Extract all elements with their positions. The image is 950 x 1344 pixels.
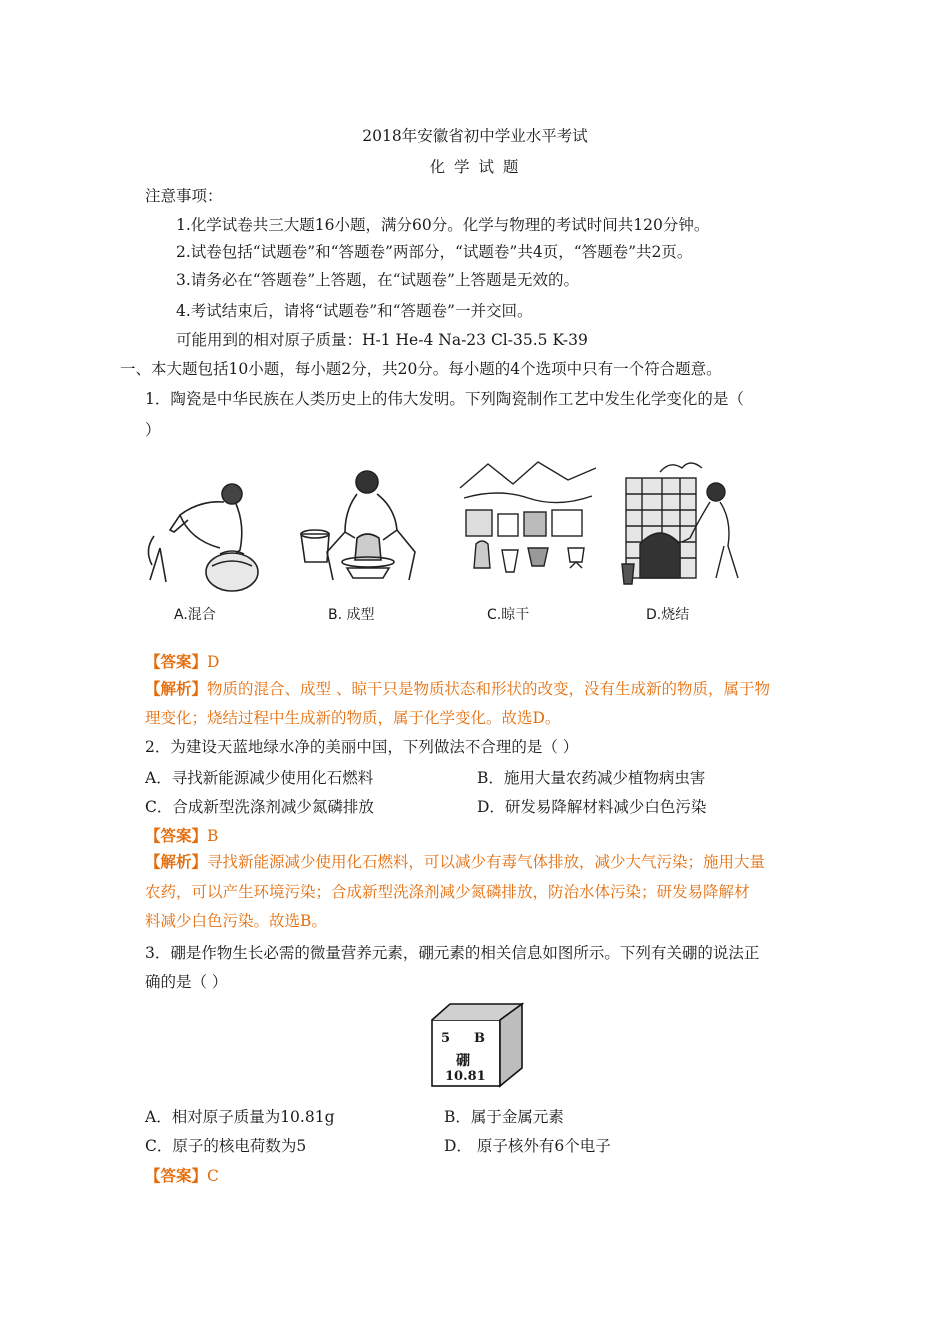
- atomic-mass-note: 可能用到的相对原子质量：H-1 He-4 Na-23 Cl-35.5 K-39: [176, 331, 588, 349]
- q3-answer: [145, 1166, 219, 1186]
- q1-option-d-label: D.烧结: [646, 607, 690, 623]
- shaping-illustration: [297, 460, 432, 590]
- notice-item-1: 1.化学试卷共三大题16小题，满分60分。化学与物理的考试时间共120分钟。: [176, 216, 710, 234]
- mixing-illustration: [140, 470, 280, 595]
- q2-option-a: A．寻找新能源减少使用化石燃料: [145, 769, 374, 787]
- q1-answer: [145, 652, 219, 672]
- q2-option-b: B．施用大量农药减少植物病虫害: [477, 769, 706, 787]
- answer-tag: 【答案】: [145, 826, 208, 845]
- q1-option-b-label: B. 成型: [328, 607, 375, 623]
- notice-item-3: 3.请务必在“答题卷”上答题，在“试题卷”上答题是无效的。: [176, 271, 579, 289]
- analysis-text: 寻找新能源减少使用化石燃料，可以减少有毒气体排放，减少大气污染；施用大量: [207, 853, 766, 871]
- element-symbol: B: [474, 1031, 485, 1046]
- q1-option-a-label: A.混合: [174, 607, 216, 623]
- q2-option-c: C．合成新型洗涤剂减少氮磷排放: [145, 798, 374, 816]
- q3-option-d: D． 原子核外有6个电子: [444, 1137, 611, 1155]
- drying-illustration: [458, 458, 598, 588]
- q3-option-b: B．属于金属元素: [444, 1108, 564, 1126]
- q2-stem: 2．为建设天蓝地绿水净的美丽中国，下列做法不合理的是（ ）: [145, 738, 579, 756]
- answer-value: D: [207, 653, 220, 671]
- notice-item-2: 2.试卷包括“试题卷”和“答题卷”两部分，“试题卷”共4页，“答题卷”共2页。: [176, 243, 693, 261]
- answer-value: B: [207, 827, 219, 845]
- section-heading: 一、本大题包括10小题，每小题2分，共20分。每小题的4个选项中只有一个符合题意。: [120, 360, 722, 378]
- q2-analysis-cont-1: 农药，可以产生环境污染；合成新型洗涤剂减少氮磷排放，防治水体污染；研发易降解材: [145, 883, 750, 901]
- q1-analysis-cont: 理变化；烧结过程中生成新的物质，属于化学变化。故选D。: [145, 709, 561, 727]
- atomic-mass: 10.81: [445, 1069, 486, 1084]
- analysis-tag: 【解析】: [145, 852, 208, 871]
- atomic-number: 5: [441, 1031, 451, 1046]
- q1-stem-end: ）: [145, 421, 161, 439]
- q1-stem: 1．陶瓷是中华民族在人类历史上的伟大发明。下列陶瓷制作工艺中发生化学变化的是（: [145, 390, 744, 408]
- boron-element-cube: [430, 1002, 525, 1089]
- answer-value: C: [207, 1167, 219, 1185]
- notice-item-4: 4.考试结束后，请将“试题卷”和“答题卷”一并交回。: [176, 302, 533, 320]
- exam-title: 2018年安徽省初中学业水平考试: [362, 127, 588, 145]
- q2-analysis: [145, 852, 765, 872]
- q3-stem: 3．硼是作物生长必需的微量营养元素，硼元素的相关信息如图所示。下列有关硼的说法正: [145, 944, 760, 962]
- q2-analysis-cont-2: 料减少白色污染。故选B。: [145, 912, 327, 930]
- q2-answer: [145, 826, 218, 846]
- q3-option-c: C．原子的核电荷数为5: [145, 1137, 307, 1155]
- q3-option-a: A．相对原子质量为10.81g: [145, 1108, 335, 1126]
- q2-option-d: D．研发易降解材料减少白色污染: [477, 798, 707, 816]
- answer-tag: 【答案】: [145, 652, 208, 671]
- element-name: 硼: [456, 1053, 470, 1069]
- q3-stem-end: 确的是（ ）: [145, 973, 228, 991]
- analysis-tag: 【解析】: [145, 679, 208, 698]
- q1-analysis: [145, 679, 770, 699]
- notice-heading: 注意事项：: [145, 187, 223, 205]
- sintering-illustration: [620, 458, 755, 588]
- exam-subtitle: 化 学 试 题: [429, 158, 521, 176]
- q1-option-c-label: C.晾干: [487, 607, 530, 623]
- answer-tag: 【答案】: [145, 1166, 208, 1185]
- analysis-text: 物质的混合、成型 、晾干只是物质状态和形状的改变，没有生成新的物质，属于物: [207, 680, 770, 698]
